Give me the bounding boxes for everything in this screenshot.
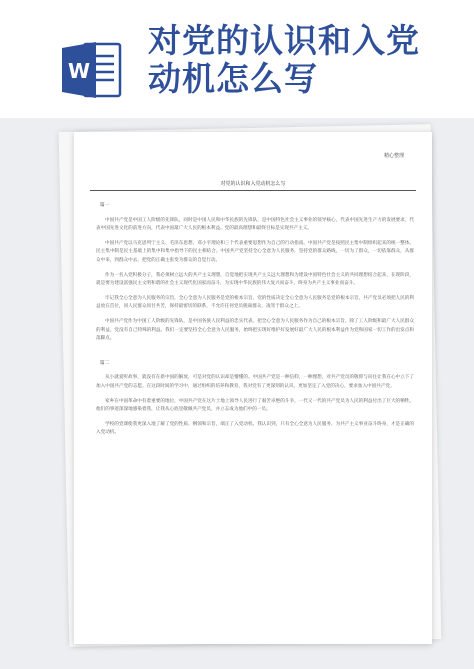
word-icon-letter: W [67, 59, 91, 83]
paragraph: 作为一名入党积极分子，我必须树立远大的共产主义理想，自觉地把实现共产主义远大理想和为建设中国特色社会主义的共同理想结合起来，在现阶段，就是要为建设富强民主文明和谐的社会主义现代化国家而奋斗，为实现中华民族的伟大复兴而奋斗，终身为共产主义事业而奋斗。 [96, 272, 414, 287]
banner-title-line1: 对党的认识和入党 [148, 21, 420, 60]
paragraph: 中国共产党作为中国工人阶级的先锋队，是中国各族人民利益的忠实代表。把全心全意为人民服务作为自己的根本宗旨，除了工人阶级和最广大人民群众的利益，党没有自己特殊的利益。我们一定要坚持全心全意为人民服务，始终把实现好维护好发展好最广大人民的根本利益作为党和国家一切工作的出发点和落脚点。 [96, 318, 414, 342]
banner-title-line2: 动机怎么写 [148, 59, 318, 98]
banner [0, 0, 474, 118]
paragraph: 学校的党课使我更深入地了解了党的性质、纲领和宗旨，端正了入党动机。我认识到，只有全心全意为人民服务、为共产主义事业奋斗终身，才是正确的入党动机。 [96, 421, 414, 436]
paragraph: 家乡在中国革命中有着重要的地位，中国共产党在这片土地上领导人民进行了艰苦卓绝的斗争，一代又一代的共产党员为人民的利益付出了巨大的牺牲。他们的事迹深深地感染着我，让我从心底里敬佩共产党员，并立志成为他们中的一员。 [96, 398, 414, 413]
word-icon [62, 38, 122, 102]
paragraph: 中国共产党以马克思列宁主义、毛泽东思想、邓小平理论和三个代表重要思想作为自己的行动指南。中国共产党是按照民主集中制组织起来的统一整体。民主集中制是民主基础上的集中和集中指导下的民主相结合。中国共产党坚持全心全意为人民服务，坚持党的群众路线，一切为了群众，一切依靠群众，从群众中来，到群众中去，把党的正确主张变为群众的自觉行动。 [96, 240, 414, 263]
section-label-1: 篇一 [100, 203, 110, 208]
document-page[interactable] [74, 132, 432, 644]
corner-note: 精心整理 [383, 153, 404, 159]
document-body [96, 198, 414, 444]
paragraph: 从小就爱听故事，就没有在新中国的解放，可是对党的认识却是懵懂的。中国共产党是一种信仰，一种理想，对共产党员的敬仰与向往让我在心中立下了加入中国共产党的志愿。在这段时间的学习中，通过组织的培养和教育，我对党有了更深刻的认识，更加坚定了入党的决心，要求加入中国共产党。 [96, 375, 414, 389]
heading-rule [90, 190, 416, 191]
section-label-2: 篇二 [100, 360, 110, 366]
banner-title [148, 22, 420, 98]
paragraph: 中国共产党是中国工人阶级的先锋队，同时是中国人民和中华民族的先锋队，是中国特色社会主义事业的领导核心，代表中国先进生产力的发展要求，代表中国先进文化的前进方向，代表中国最广大人民的根本利益。党的最高理想和最终目标是实现共产主义。 [96, 217, 414, 232]
document-heading: 对党的认识和入党动机怎么写 [220, 181, 286, 187]
paragraph: 牢记我全心全意为人民服务的宗旨，全心全意为人民服务是党的根本宗旨，党的性质决定全心全意为人民服务是党的根本宗旨，共产党员必须把人民的利益放在首位，同人民群众同甘共苦，保持最密切的联系，不允许任何党员脱离群众，凌驾于群众之上。 [96, 295, 414, 310]
